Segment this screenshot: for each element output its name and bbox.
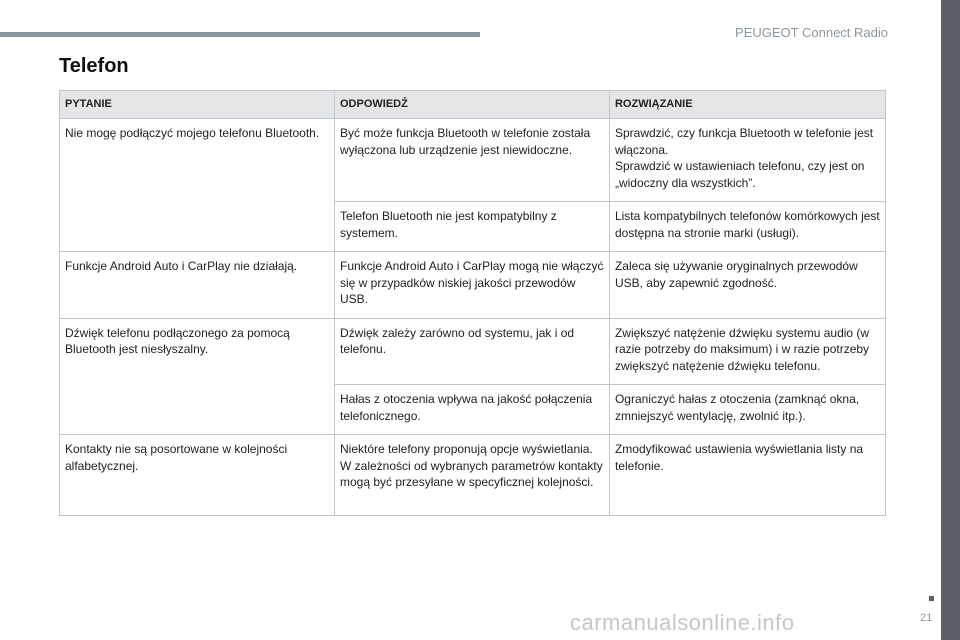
- solution-cell: [609, 318, 885, 385]
- header-rule: [0, 32, 480, 37]
- answer-cell: Funkcje Android Auto i CarPlay mogą nie włączyć się w przypadków niskiej jakości przewodów USB.: [334, 252, 609, 319]
- header-answer: ODPOWIEDŹ: [334, 91, 609, 119]
- page-marker: [929, 596, 934, 601]
- solution-cell: [609, 202, 885, 252]
- solution-line: Sprawdzić, czy funkcja Bluetooth w telefonie jest włączona.: [614, 126, 874, 157]
- solution-line: Zwiększyć natężenie dźwięku systemu audio (w razie potrzeby do maksimum) i w razie potrzeby zwiększyć natężenie dźwięku telefonu.: [614, 325, 870, 373]
- table-row: [60, 435, 886, 516]
- page-title: Telefon: [59, 55, 129, 77]
- solution-line: Sprawdzić w ustawieniach telefonu, czy jest on „widoczny dla wszystkich”.: [614, 159, 865, 190]
- header-question: PYTANIE: [60, 91, 335, 119]
- table-row: [60, 119, 886, 202]
- solution-cell: [609, 385, 885, 435]
- solution-cell: [609, 119, 885, 202]
- brand-header: PEUGEOT Connect Radio: [735, 25, 888, 40]
- header-solution: ROZWIĄZANIE: [609, 91, 885, 119]
- watermark: carmanualsonline.info: [570, 610, 795, 635]
- solution-cell: [609, 252, 885, 319]
- question-cell: Funkcje Android Auto i CarPlay nie działają.: [60, 252, 335, 319]
- solution-line: Zmodyfikować ustawienia wyświetlania listy na telefonie.: [614, 442, 864, 473]
- page-number: 21: [920, 612, 933, 624]
- question-cell: Nie mogę podłączyć mojego telefonu Bluetooth.: [60, 119, 335, 252]
- solution-line: Ograniczyć hałas z otoczenia (zamknąć okna, zmniejszyć wentylację, zwolnić itp.).: [614, 392, 860, 423]
- answer-cell: Być może funkcja Bluetooth w telefonie została wyłączona lub urządzenie jest niewidoczne.: [334, 119, 609, 202]
- faq-table: [59, 90, 886, 516]
- table-row: [60, 252, 886, 319]
- solution-line: Zaleca się używanie oryginalnych przewodów USB, aby zapewnić zgodność.: [614, 259, 858, 290]
- answer-cell: Niektóre telefony proponują opcje wyświetlania. W zależności od wybranych parametrów kontakty mogą być przesyłane w specyficznej kolejności.: [334, 435, 609, 516]
- question-cell: Dźwięk telefonu podłączonego za pomocą Bluetooth jest niesłyszalny.: [60, 318, 335, 435]
- table-header-row: [60, 91, 886, 119]
- side-tab-bar: [941, 0, 960, 640]
- answer-cell: Hałas z otoczenia wpływa na jakość połączenia telefonicznego.: [334, 385, 609, 435]
- answer-cell: Telefon Bluetooth nie jest kompatybilny z systemem.: [334, 202, 609, 252]
- answer-cell: Dźwięk zależy zarówno od systemu, jak i od telefonu.: [334, 318, 609, 385]
- question-cell: Kontakty nie są posortowane w kolejności alfabetycznej.: [60, 435, 335, 516]
- solution-cell: [609, 435, 885, 516]
- table-row: [60, 318, 886, 385]
- solution-line: Lista kompatybilnych telefonów komórkowych jest dostępna na stronie marki (usługi).: [614, 209, 880, 240]
